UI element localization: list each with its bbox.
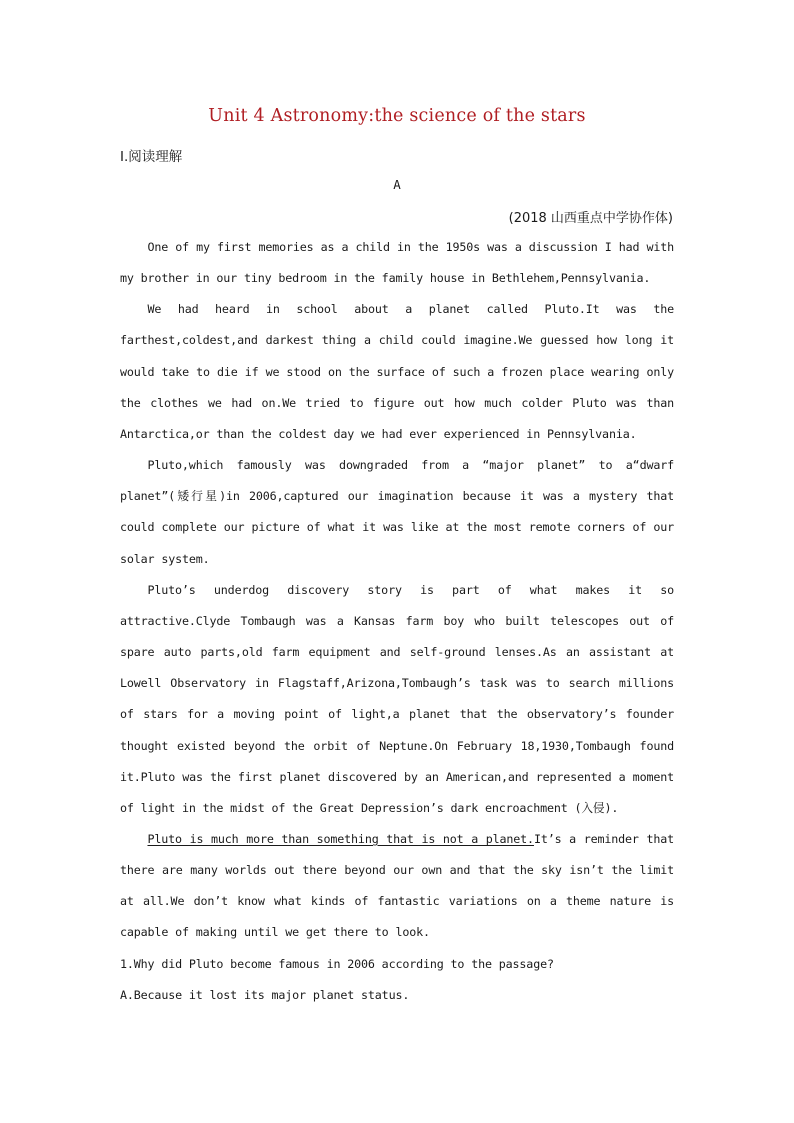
paragraph-3: Pluto,which famously was downgraded from a “major planet” to a“dwarf planet”(矮行星)in 2006,captured our imagination because it was a mystery that could complete our picture of what it was like at the most remote corners of our solar system. — [120, 458, 674, 566]
paragraph-2: We had heard in school about a planet called Pluto.It was the farthest,coldest,and darkest thing a child could imagine.We guessed how long it would take to die if we stood on the surface of such a frozen place wearing only the clothes we had on.We tried to figure out how much colder Pluto was than Antarctica,or than the coldest day we had ever experienced in Pennsylvania. — [120, 302, 674, 441]
unit-title: Unit 4 Astronomy:the science of the stars — [208, 106, 586, 126]
passage-body — [120, 232, 674, 1011]
paragraph-5-rest: It’s a reminder that there are many worlds out there beyond our own and that the sky isn’t the limit at all.We don’t know what kinds of fantastic variations on a theme nature is capable of making until we get there to look. — [120, 831, 674, 940]
question-1: 1.Why did Pluto become famous in 2006 according to the passage? — [120, 956, 554, 971]
passage-label: A — [393, 177, 401, 192]
section-heading: Ⅰ.阅读理解 — [120, 149, 183, 165]
paragraph-1: One of my first memories as a child in the 1950s was a discussion I had with my brother in our tiny bedroom in the family house in Bethlehem,Pennsylvania. — [120, 240, 674, 286]
paragraph-5 — [120, 824, 674, 949]
underlined-sentence: Pluto is much more than something that is not a planet. — [147, 831, 534, 846]
paragraph-4: Pluto’s underdog discovery story is part of what makes it so attractive.Clyde Tombaugh was a Kansas farm boy who built telescopes out of spare auto parts,old farm equipment and self-ground lenses.As an assistant at Lowell Observatory in Flagstaff,Arizona,Tombaugh’s task was to search millions of stars for a moving point of light,a planet that the observatory’s founder thought existed beyond the orbit of Neptune.On February 18,1930,Tombaugh found it.Pluto was the first planet discovered by an American,and represented a moment of light in the midst of the Great Depression’s dark encroachment (入侵). — [120, 582, 674, 815]
option-a: A.Because it lost its major planet status. — [120, 987, 410, 1002]
source-note: (2018 山西重点中学协作体) — [508, 211, 673, 226]
